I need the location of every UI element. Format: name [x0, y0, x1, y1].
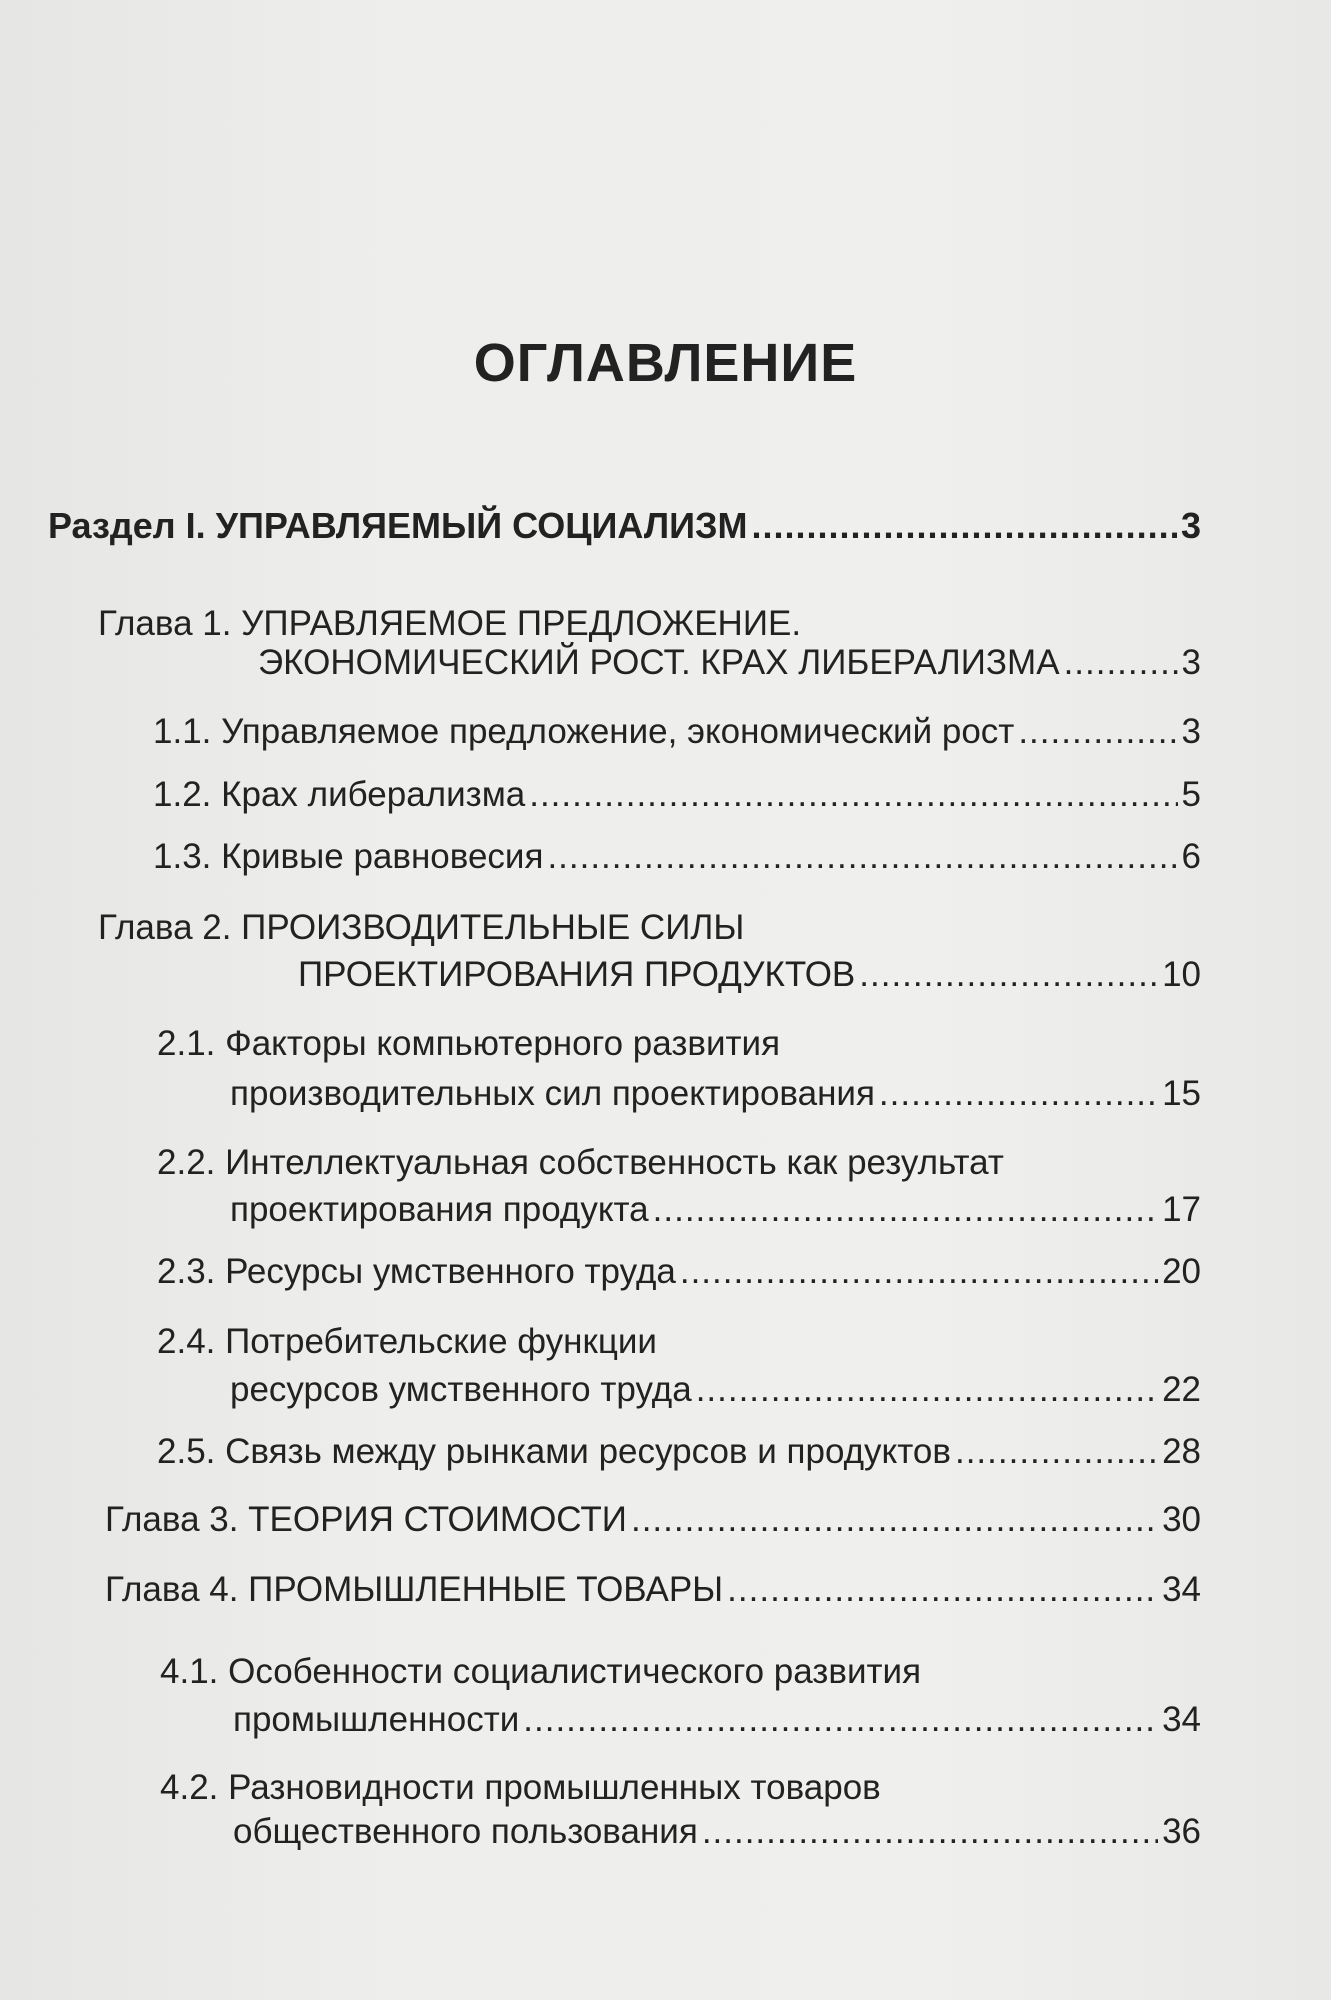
dot-leader [653, 1190, 1158, 1230]
toc-entry-chapter-3 [105, 1500, 1201, 1540]
dot-leader [702, 1812, 1158, 1852]
toc-page-number: 3 [1180, 505, 1201, 546]
toc-page-number: 36 [1162, 1812, 1201, 1851]
toc-entry-2-1 [230, 1074, 1201, 1114]
toc-entry-chapter-4 [105, 1570, 1201, 1610]
toc-entry-label: промышленности [233, 1700, 520, 1739]
toc-page-number: 17 [1162, 1190, 1201, 1229]
toc-entry-4-2-line-1: 4.2. Разновидности промышленных товаров [160, 1768, 881, 1807]
toc-entry-label: 1.3. Кривые равновесия [153, 837, 544, 876]
toc-page-number: 34 [1162, 1700, 1201, 1739]
dot-leader [955, 1432, 1158, 1472]
toc-page-number: 10 [1162, 955, 1201, 994]
toc-entry-4-2 [233, 1812, 1201, 1852]
page-title: ОГЛАВЛЕНИЕ [473, 333, 858, 393]
toc-page-number: 28 [1162, 1432, 1201, 1471]
dot-leader [727, 1570, 1158, 1610]
toc-page-number: 15 [1162, 1074, 1201, 1113]
toc-entry-label: ЭКОНОМИЧЕСКИЙ РОСТ. КРАХ ЛИБЕРАЛИЗМА [258, 643, 1060, 682]
toc-page-number: 5 [1181, 775, 1201, 814]
toc-page-number: 22 [1162, 1370, 1201, 1409]
dot-leader [680, 1252, 1158, 1292]
toc-entry-chapter-2 [298, 955, 1201, 995]
toc-page-number: 20 [1162, 1252, 1201, 1291]
dot-leader [859, 955, 1158, 995]
dot-leader [529, 775, 1177, 815]
toc-page-number: 3 [1181, 712, 1201, 751]
toc-entry-chapter-2-line-1: Глава 2. ПРОИЗВОДИТЕЛЬНЫЕ СИЛЫ [98, 908, 745, 947]
toc-entry-label: ресурсов умственного труда [230, 1370, 692, 1409]
toc-entry-1-3 [153, 837, 1201, 877]
toc-entry-1-2 [153, 775, 1201, 815]
dot-leader [696, 1370, 1158, 1410]
toc-page-number: 30 [1162, 1500, 1201, 1539]
toc-entry-label: 2.5. Связь между рынками ресурсов и продуктов [157, 1432, 951, 1471]
toc-entry-chapter-1 [258, 643, 1201, 683]
toc-entry-2-5 [157, 1432, 1201, 1472]
toc-page-number: 6 [1181, 837, 1201, 876]
dot-leader [879, 1074, 1158, 1114]
toc-entry-2-4-line-1: 2.4. Потребительские функции [157, 1322, 657, 1361]
dot-leader [547, 837, 1177, 877]
toc-entry-label: общественного пользования [233, 1812, 698, 1851]
dot-leader [1018, 712, 1177, 752]
toc-entry-4-1-line-1: 4.1. Особенности социалистического развития [160, 1652, 922, 1691]
dot-leader [1064, 643, 1178, 683]
toc-entry-label: ПРОЕКТИРОВАНИЯ ПРОДУКТОВ [298, 955, 856, 994]
toc-entry-label: проектирования продукта [230, 1190, 649, 1229]
toc-entry-2-2-line-1: 2.2. Интеллектуальная собственность как результат [157, 1143, 1004, 1182]
toc-entry-label: 1.2. Крах либерализма [153, 775, 526, 814]
toc-entry-2-2 [230, 1190, 1201, 1230]
toc-page-number: 34 [1162, 1570, 1201, 1609]
toc-entry-2-1-line-1: 2.1. Факторы компьютерного развития [157, 1024, 781, 1063]
reverse-side-bleed-through [40, 40, 1200, 552]
toc-entry-label: Раздел I. УПРАВЛЯЕМЫЙ СОЦИАЛИЗМ [48, 505, 748, 546]
toc-entry-label: 1.1. Управляемое предложение, экономический рост [153, 712, 1015, 751]
toc-entry-2-4 [230, 1370, 1201, 1410]
toc-page-number: 3 [1181, 643, 1201, 682]
toc-entry-label: 2.3. Ресурсы умственного труда [157, 1252, 676, 1291]
dot-leader [523, 1700, 1158, 1740]
toc-entry-label: Глава 3. ТЕОРИЯ СТОИМОСТИ [105, 1500, 627, 1539]
dot-leader [752, 505, 1177, 547]
dot-leader [631, 1500, 1158, 1540]
toc-entry-4-1 [233, 1700, 1201, 1740]
toc-entry-chapter-1-line-1: Глава 1. УПРАВЛЯЕМОЕ ПРЕДЛОЖЕНИЕ. [98, 604, 802, 643]
toc-entry-1-1 [153, 712, 1201, 752]
toc-entry-2-3 [157, 1252, 1201, 1292]
toc-entry-section-1 [48, 505, 1201, 547]
toc-entry-label: производительных сил проектирования [230, 1074, 875, 1113]
toc-entry-label: Глава 4. ПРОМЫШЛЕННЫЕ ТОВАРЫ [105, 1570, 724, 1609]
